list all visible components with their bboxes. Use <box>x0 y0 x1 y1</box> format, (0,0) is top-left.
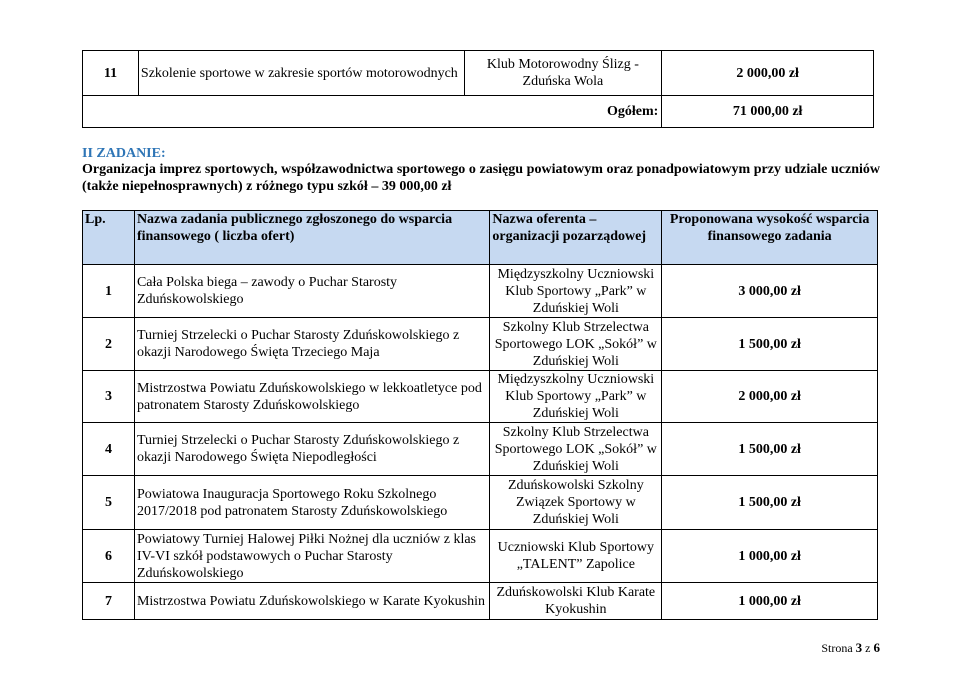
amount: 1 500,00 zł <box>662 318 878 371</box>
header-lp: Lp. <box>83 211 135 265</box>
organization-name: Szkolny Klub Strzelectwa Sportowego LOK „Sokół” w Zduńskiej Woli <box>490 318 662 371</box>
organization-name: Zduńskowolski Klub Karate Kyokushin <box>490 583 662 620</box>
organization-name: Międzyszkolny Uczniowski Klub Sportowy „Park” w Zduńskiej Woli <box>490 371 662 423</box>
task-name: Powiatowy Turniej Halowej Piłki Nożnej dla uczniów z klas IV-VI szkół podstawowych o Puchar Starosty Zduńskowolskiego <box>134 530 489 583</box>
table-row <box>83 423 878 476</box>
section-title: II ZADANIE: <box>82 146 166 161</box>
organization-name: Międzyszkolny Uczniowski Klub Sportowy „Park” w Zduńskiej Woli <box>490 265 662 318</box>
task-name: Mistrzostwa Powiatu Zduńskowolskiego w lekkoatletyce pod patronatem Starosty Zduńskowolskiego <box>134 371 489 423</box>
table-row <box>83 265 878 318</box>
task-name: Powiatowa Inauguracja Sportowego Roku Szkolnego 2017/2018 pod patronatem Starosty Zduńskowolskiego <box>134 476 489 530</box>
task-name: Szkolenie sportowe w zakresie sportów motorowodnych <box>138 51 464 96</box>
amount: 1 000,00 zł <box>662 530 878 583</box>
page-of: z <box>865 641 871 655</box>
organization-name: Zduńskowolski Szkolny Związek Sportowy w Zduńskiej Woli <box>490 476 662 530</box>
amount: 3 000,00 zł <box>662 265 878 318</box>
table-row <box>83 51 874 96</box>
row-number: 1 <box>83 265 135 318</box>
header-task-name: Nazwa zadania publicznego zgłoszonego do wsparcia finansowego ( liczba ofert) <box>134 211 489 265</box>
header-organization: Nazwa oferenta – organizacji pozarządowej <box>490 211 662 265</box>
table-row <box>83 583 878 620</box>
organization-name: Szkolny Klub Strzelectwa Sportowego LOK „Sokół” w Zduńskiej Woli <box>490 423 662 476</box>
table-row <box>83 476 878 530</box>
total-label: Ogółem: <box>83 96 662 128</box>
row-number: 7 <box>83 583 135 620</box>
page-footer <box>821 640 880 656</box>
task-name: Turniej Strzelecki o Puchar Starosty Zduńskowolskiego z okazji Narodowego Święta Niepodległości <box>134 423 489 476</box>
current-page: 3 <box>855 640 863 655</box>
row-number: 11 <box>83 51 139 96</box>
header-amount: Proponowana wysokość wsparcia finansowego zadania <box>662 211 878 265</box>
organization-name: Uczniowski Klub Sportowy „TALENT” Zapolice <box>490 530 662 583</box>
task-name: Mistrzostwa Powiatu Zduńskowolskiego w Karate Kyokushin <box>134 583 489 620</box>
section-description: Organizacja imprez sportowych, współzawodnictwa sportowego o zasięgu powiatowym oraz ponadpowiatowym przy udziale uczniów (także niepełnosprawnych) z różnego typu szkół – 39 000,00 zł <box>82 162 880 194</box>
row-number: 3 <box>83 371 135 423</box>
task-name: Cała Polska biega – zawody o Puchar Starosty Zduńskowolskiego <box>134 265 489 318</box>
row-number: 6 <box>83 530 135 583</box>
grants-table <box>82 210 878 620</box>
table-row <box>83 371 878 423</box>
amount: 1 500,00 zł <box>662 423 878 476</box>
row-number: 4 <box>83 423 135 476</box>
total-row <box>83 96 874 128</box>
row-number: 5 <box>83 476 135 530</box>
row-number: 2 <box>83 318 135 371</box>
table-row <box>83 318 878 371</box>
amount: 2 000,00 zł <box>662 371 878 423</box>
table-row <box>83 530 878 583</box>
amount: 1 000,00 zł <box>662 583 878 620</box>
previous-task-table <box>82 50 874 128</box>
organization-name: Klub Motorowodny Ślizg - Zduńska Wola <box>464 51 662 96</box>
amount: 1 500,00 zł <box>662 476 878 530</box>
page-label: Strona <box>821 641 853 655</box>
amount: 2 000,00 zł <box>662 51 874 96</box>
table-header-row <box>83 211 878 265</box>
task-name: Turniej Strzelecki o Puchar Starosty Zduńskowolskiego z okazji Narodowego Święta Trzeciego Maja <box>134 318 489 371</box>
total-amount: 71 000,00 zł <box>662 96 874 128</box>
total-pages: 6 <box>873 640 880 655</box>
